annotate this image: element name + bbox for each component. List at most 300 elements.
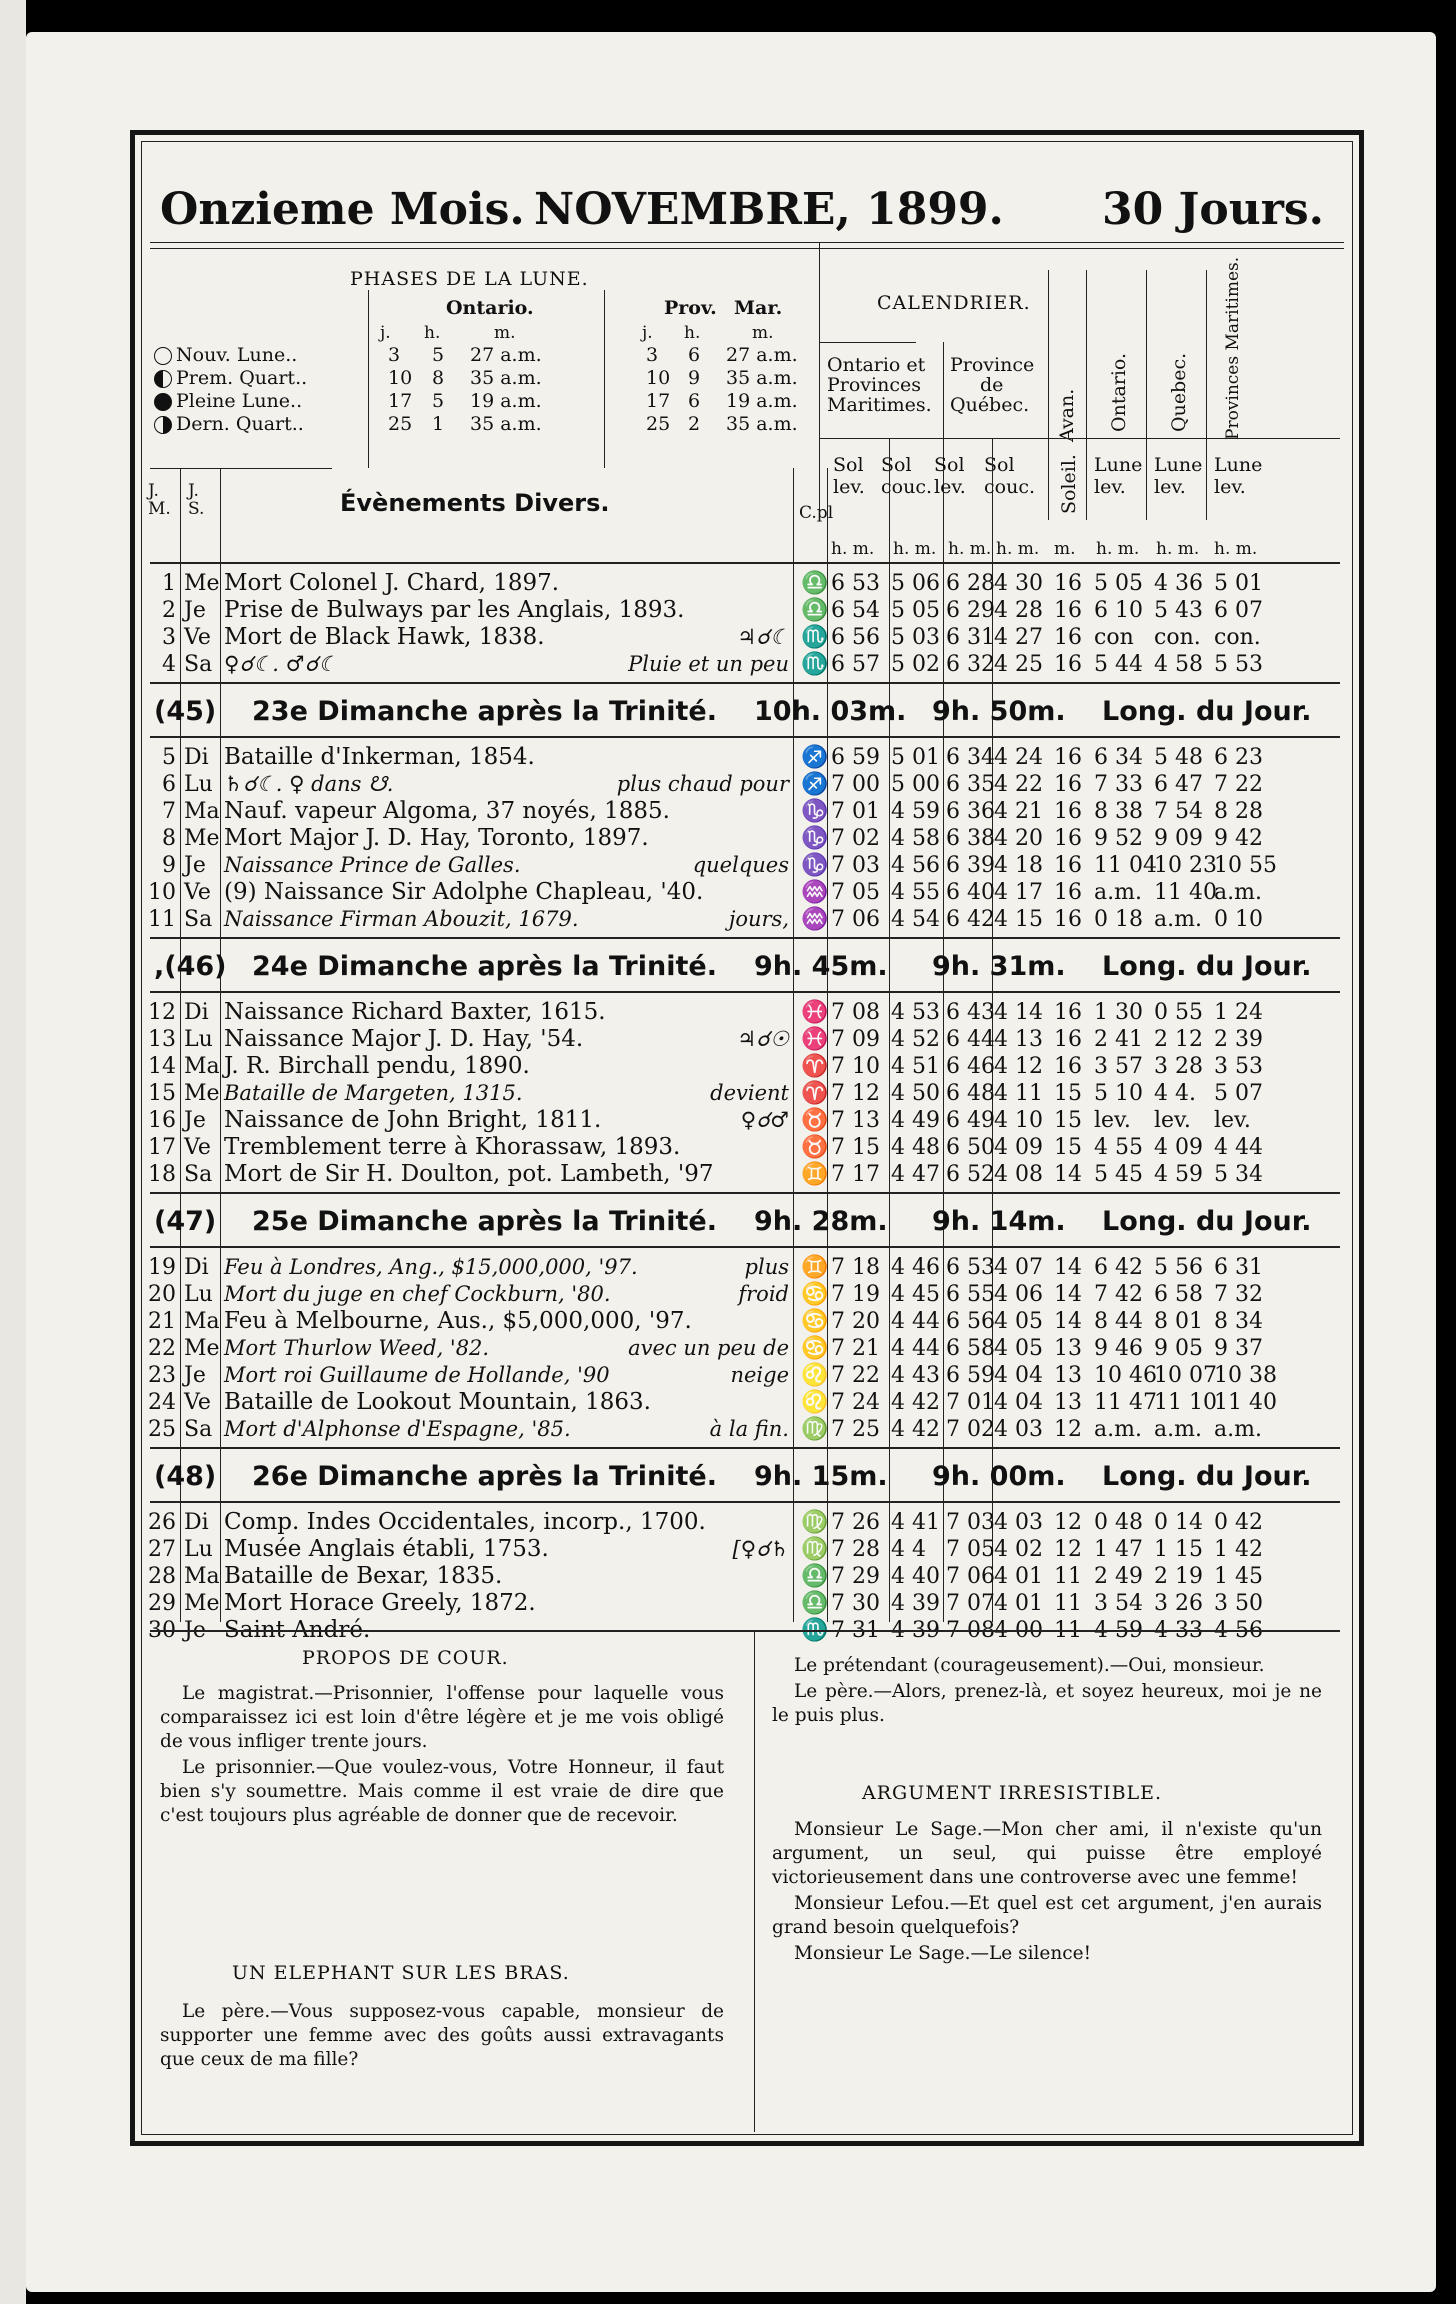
almanac-value: 7 13 bbox=[831, 1108, 880, 1133]
unit-label: h. m. bbox=[1096, 539, 1140, 559]
event-note: devient bbox=[710, 1081, 789, 1105]
unit-label: h. m. bbox=[948, 539, 992, 559]
column-rule bbox=[1146, 270, 1147, 520]
col-head-quebec-prov: Québec. bbox=[950, 394, 1030, 416]
almanac-value: 4 48 bbox=[891, 1135, 940, 1160]
almanac-value: 4 06 bbox=[994, 1282, 1043, 1307]
almanac-value: 6 56 bbox=[831, 625, 880, 650]
almanac-value: 16 bbox=[1054, 1027, 1082, 1052]
rule-line bbox=[150, 682, 1340, 684]
almanac-value: 5 02 bbox=[891, 652, 940, 677]
almanac-value: 12 bbox=[1054, 1537, 1082, 1562]
zodiac-sign: ♓ bbox=[801, 1000, 829, 1025]
almanac-value: a.m. bbox=[1214, 1417, 1262, 1442]
almanac-value: 9 05 bbox=[1154, 1336, 1203, 1361]
moon-col-head: lev. bbox=[1214, 476, 1246, 498]
phase-value: 8 bbox=[432, 367, 445, 389]
almanac-value: 5 10 bbox=[1094, 1081, 1143, 1106]
almanac-value: 4 18 bbox=[994, 853, 1043, 878]
story-body bbox=[160, 2000, 724, 2074]
rule-line bbox=[150, 1246, 1340, 1248]
event-text: Musée Anglais établi, 1753. bbox=[224, 1536, 549, 1562]
almanac-value: 7 30 bbox=[831, 1591, 880, 1616]
moon-col-head: lev. bbox=[1154, 476, 1186, 498]
almanac-value: a.m. bbox=[1154, 1417, 1202, 1442]
zodiac-sign: ♐ bbox=[801, 745, 829, 770]
almanac-value: 7 22 bbox=[1214, 772, 1263, 797]
almanac-value: 7 10 bbox=[831, 1054, 880, 1079]
almanac-value: 6 58 bbox=[1154, 1282, 1203, 1307]
col-head-provmar: Provinces Maritimes. bbox=[1223, 256, 1243, 440]
story-paragraph: Le prisonnier.—Que voulez-vous, Votre Honneur, il faut bien s'y soumettre. Mais comme il est vraie de dire que c'est toujours plus agréable de donner que de recevoir. bbox=[160, 1757, 724, 1826]
event-note: ♀☌♂ bbox=[740, 1108, 789, 1132]
col-head-ontario: Ontario. bbox=[1108, 352, 1130, 432]
almanac-value: 9 37 bbox=[1214, 1336, 1263, 1361]
almanac-value: 7 01 bbox=[831, 799, 880, 824]
unit-label: h. m. bbox=[996, 539, 1040, 559]
day-of-month: 9 bbox=[162, 853, 176, 878]
almanac-value: 6 34 bbox=[1094, 745, 1143, 770]
almanac-value: 4 22 bbox=[994, 772, 1043, 797]
almanac-value: 7 28 bbox=[831, 1537, 880, 1562]
day-of-month: 5 bbox=[162, 745, 176, 770]
rule-line bbox=[150, 468, 332, 469]
almanac-value: 1 42 bbox=[1214, 1537, 1263, 1562]
almanac-value: 7 54 bbox=[1154, 799, 1203, 824]
almanac-value: 6 55 bbox=[946, 1282, 995, 1307]
daylength-label: Long. du Jour. bbox=[1102, 1461, 1312, 1492]
weekday: Lu bbox=[184, 1537, 213, 1562]
event-text: Mort Colonel J. Chard, 1897. bbox=[224, 570, 560, 596]
unit-label: h. m. bbox=[893, 539, 937, 559]
almanac-value: a.m. bbox=[1214, 880, 1262, 905]
almanac-value: 6 52 bbox=[946, 1162, 995, 1187]
event-text: Mort Major J. D. Hay, Toronto, 1897. bbox=[224, 825, 649, 851]
almanac-value: 4 47 bbox=[891, 1162, 940, 1187]
almanac-value: lev. bbox=[1094, 1108, 1131, 1133]
moon-col-head: lev. bbox=[1094, 476, 1126, 498]
almanac-value: 6 53 bbox=[946, 1255, 995, 1280]
rule-line bbox=[150, 248, 1344, 249]
col-head-js: S. bbox=[188, 499, 205, 519]
almanac-value: 6 57 bbox=[831, 652, 880, 677]
phase-value: 9 bbox=[688, 367, 701, 389]
weekday: Ve bbox=[184, 625, 211, 650]
event-note: Pluie et un peu bbox=[628, 652, 789, 676]
almanac-value: 4 01 bbox=[994, 1591, 1043, 1616]
almanac-value: a.m. bbox=[1094, 880, 1142, 905]
weekday: Di bbox=[184, 1510, 209, 1535]
almanac-value: 6 50 bbox=[946, 1135, 995, 1160]
almanac-value: 7 24 bbox=[831, 1390, 880, 1415]
almanac-value: 6 07 bbox=[1214, 598, 1263, 623]
almanac-value: 7 12 bbox=[831, 1081, 880, 1106]
moon-phase-icon bbox=[154, 416, 172, 434]
zodiac-sign: ♐ bbox=[801, 772, 829, 797]
almanac-value: 4 24 bbox=[994, 745, 1043, 770]
almanac-value: 16 bbox=[1054, 652, 1082, 677]
unit-label: h. m. bbox=[1156, 539, 1200, 559]
day-of-month: 6 bbox=[162, 772, 176, 797]
daylength-ontario: 9h. 45m. bbox=[754, 951, 888, 982]
almanac-value: 7 01 bbox=[946, 1390, 995, 1415]
almanac-value: 6 36 bbox=[946, 799, 995, 824]
column-rule bbox=[889, 438, 890, 1622]
almanac-value: 7 06 bbox=[946, 1564, 995, 1589]
almanac-value: 9 52 bbox=[1094, 826, 1143, 851]
zodiac-sign: ♎ bbox=[801, 598, 829, 623]
day-of-month: 19 bbox=[148, 1255, 176, 1280]
almanac-value: 6 34 bbox=[946, 745, 995, 770]
zodiac-sign: ♎ bbox=[801, 571, 829, 596]
story-title: UN ELEPHANT SUR LES BRAS. bbox=[232, 1962, 570, 1984]
zodiac-sign: ♏ bbox=[801, 652, 829, 677]
ontario-label: Ontario. bbox=[446, 297, 534, 319]
almanac-value: 6 42 bbox=[1094, 1255, 1143, 1280]
event-text: Nauf. vapeur Algoma, 37 noyés, 1885. bbox=[224, 798, 670, 824]
almanac-value: 7 03 bbox=[946, 1510, 995, 1535]
almanac-value: 7 15 bbox=[831, 1135, 880, 1160]
day-of-month: 21 bbox=[148, 1309, 176, 1334]
event-text: Prise de Bulways par les Anglais, 1893. bbox=[224, 597, 685, 623]
sunday-number: ,(46) bbox=[154, 951, 227, 982]
page-frame bbox=[130, 130, 1364, 2146]
weekday: Ma bbox=[184, 1054, 220, 1079]
rule-line bbox=[150, 562, 1340, 564]
sunday-row bbox=[142, 1198, 1352, 1244]
phase-value: 27 a.m. bbox=[470, 344, 542, 366]
almanac-value: 6 56 bbox=[946, 1309, 995, 1334]
zodiac-sign: ♌ bbox=[801, 1363, 829, 1388]
weekday: Ve bbox=[184, 1390, 211, 1415]
day-of-month: 14 bbox=[148, 1054, 176, 1079]
almanac-value: 7 32 bbox=[1214, 1282, 1263, 1307]
weekday: Me bbox=[184, 571, 220, 596]
almanac-value: 4 40 bbox=[891, 1564, 940, 1589]
sun-col-head: lev. bbox=[934, 476, 966, 498]
almanac-value: 6 31 bbox=[1214, 1255, 1263, 1280]
event-text: Mort de Sir H. Doulton, pot. Lambeth, '97 bbox=[224, 1161, 714, 1187]
sunday-title: 25e Dimanche après la Trinité. bbox=[252, 1206, 717, 1237]
column-rule bbox=[1206, 270, 1207, 520]
almanac-value: con bbox=[1094, 625, 1134, 650]
almanac-value: 7 42 bbox=[1094, 1282, 1143, 1307]
column-rule bbox=[1048, 270, 1049, 520]
weekday: Je bbox=[184, 1108, 206, 1133]
almanac-value: 12 bbox=[1054, 1417, 1082, 1442]
weekday: Ve bbox=[184, 880, 211, 905]
rule-line bbox=[150, 242, 1344, 243]
almanac-value: 4 28 bbox=[994, 598, 1043, 623]
almanac-value: 11 bbox=[1054, 1618, 1082, 1643]
almanac-value: 6 44 bbox=[946, 1027, 995, 1052]
almanac-value: 4 55 bbox=[891, 880, 940, 905]
event-text: Mort Thurlow Weed, '82. bbox=[224, 1336, 490, 1360]
event-text: Naissance Firman Abouzit, 1679. bbox=[224, 907, 579, 931]
almanac-value: 0 42 bbox=[1214, 1510, 1263, 1535]
almanac-value: 16 bbox=[1054, 772, 1082, 797]
event-text: Mort d'Alphonse d'Espagne, '85. bbox=[224, 1417, 571, 1441]
rule-line bbox=[150, 1501, 1340, 1503]
almanac-value: 4 45 bbox=[891, 1282, 940, 1307]
day-of-month: 25 bbox=[148, 1417, 176, 1442]
column-rule bbox=[1086, 270, 1087, 520]
zodiac-sign: ♍ bbox=[801, 1510, 829, 1535]
day-of-month: 12 bbox=[148, 1000, 176, 1025]
almanac-value: 11 bbox=[1054, 1591, 1082, 1616]
col-head-ontario-prov: Ontario et bbox=[827, 354, 926, 376]
almanac-value: 8 28 bbox=[1214, 799, 1263, 824]
column-rule bbox=[604, 290, 605, 468]
daylength-label: Long. du Jour. bbox=[1102, 696, 1312, 727]
almanac-value: 5 05 bbox=[891, 598, 940, 623]
almanac-value: 0 10 bbox=[1214, 907, 1263, 932]
almanac-value: 4 04 bbox=[994, 1390, 1043, 1415]
almanac-value: 4 08 bbox=[994, 1162, 1043, 1187]
zodiac-sign: ♑ bbox=[801, 799, 829, 824]
almanac-value: 9 09 bbox=[1154, 826, 1203, 851]
sunday-row bbox=[142, 943, 1352, 989]
weekday: Me bbox=[184, 1336, 220, 1361]
almanac-value: 4 03 bbox=[994, 1417, 1043, 1442]
almanac-value: 1 47 bbox=[1094, 1537, 1143, 1562]
almanac-value: 11 bbox=[1054, 1564, 1082, 1589]
almanac-value: 4 25 bbox=[994, 652, 1043, 677]
weekday: Je bbox=[184, 1363, 206, 1388]
almanac-value: 11 40 bbox=[1214, 1390, 1277, 1415]
almanac-value: 6 47 bbox=[1154, 772, 1203, 797]
inner-frame bbox=[141, 141, 1353, 2135]
page-header bbox=[142, 184, 1352, 254]
almanac-value: 3 57 bbox=[1094, 1054, 1143, 1079]
almanac-value: 15 bbox=[1054, 1135, 1082, 1160]
col-head-avan: Avan. bbox=[1056, 388, 1078, 442]
day-of-month: 20 bbox=[148, 1282, 176, 1307]
event-note: avec un peu de bbox=[628, 1336, 789, 1360]
zodiac-sign: ♊ bbox=[801, 1255, 829, 1280]
weekday: Je bbox=[184, 1618, 206, 1643]
almanac-value: 5 06 bbox=[891, 571, 940, 596]
event-text: Naissance Richard Baxter, 1615. bbox=[224, 999, 606, 1025]
event-text: (9) Naissance Sir Adolphe Chapleau, '40. bbox=[224, 879, 704, 905]
almanac-value: 13 bbox=[1054, 1336, 1082, 1361]
event-note: froid bbox=[738, 1282, 789, 1306]
col-head-quebec-prov: Province bbox=[950, 354, 1035, 376]
weekday: Lu bbox=[184, 772, 213, 797]
event-text: Naissance de John Bright, 1811. bbox=[224, 1107, 602, 1133]
almanac-value: 6 43 bbox=[946, 1000, 995, 1025]
almanac-value: 4 42 bbox=[891, 1417, 940, 1442]
moon-col-head: Lune bbox=[1154, 454, 1203, 476]
almanac-value: 7 05 bbox=[946, 1537, 995, 1562]
rule-line bbox=[150, 1447, 1340, 1449]
zodiac-sign: ♊ bbox=[801, 1162, 829, 1187]
sunday-number: (48) bbox=[154, 1461, 217, 1492]
phase-value: 6 bbox=[688, 390, 701, 412]
almanac-value: 14 bbox=[1054, 1162, 1082, 1187]
weekday: Sa bbox=[184, 1417, 213, 1442]
weekday: Me bbox=[184, 826, 220, 851]
rule-line bbox=[150, 937, 1340, 939]
almanac-value: 4 43 bbox=[891, 1363, 940, 1388]
phase-value: 25 bbox=[388, 413, 413, 435]
weekday: Di bbox=[184, 1255, 209, 1280]
almanac-value: 10 23 bbox=[1154, 853, 1217, 878]
day-of-month: 3 bbox=[162, 625, 176, 650]
event-note: à la fin. bbox=[709, 1417, 789, 1441]
phase-value: 35 a.m. bbox=[470, 413, 542, 435]
weekday: Sa bbox=[184, 1162, 213, 1187]
event-text: Bataille de Lookout Mountain, 1863. bbox=[224, 1389, 651, 1415]
almanac-value: 7 33 bbox=[1094, 772, 1143, 797]
sunday-number: (45) bbox=[154, 696, 217, 727]
days-count: 30 Jours. bbox=[1102, 184, 1324, 235]
almanac-value: 6 29 bbox=[946, 598, 995, 623]
almanac-value: 8 34 bbox=[1214, 1309, 1263, 1334]
almanac-value: 4 44 bbox=[891, 1309, 940, 1334]
almanac-value: 4 59 bbox=[1094, 1618, 1143, 1643]
almanac-value: 4 58 bbox=[891, 826, 940, 851]
day-of-month: 15 bbox=[148, 1081, 176, 1106]
almanac-value: 7 09 bbox=[831, 1027, 880, 1052]
month-ordinal: Onzieme Mois. bbox=[160, 184, 525, 235]
event-text: Mort de Black Hawk, 1838. bbox=[224, 624, 545, 650]
daylength-label: Long. du Jour. bbox=[1102, 1206, 1312, 1237]
day-of-month: 13 bbox=[148, 1027, 176, 1052]
almanac-value: 13 bbox=[1054, 1390, 1082, 1415]
almanac-value: 9 46 bbox=[1094, 1336, 1143, 1361]
event-note: quelques bbox=[692, 853, 789, 877]
day-of-month: 17 bbox=[148, 1135, 176, 1160]
almanac-value: 7 20 bbox=[831, 1309, 880, 1334]
zodiac-sign: ♏ bbox=[801, 625, 829, 650]
col-head-js: J. bbox=[188, 481, 199, 501]
phase-label: Prem. Quart.. bbox=[176, 367, 308, 389]
col-head-quebec: Quebec. bbox=[1168, 352, 1190, 432]
zodiac-sign: ♒ bbox=[801, 907, 829, 932]
phase-value: 17 bbox=[646, 390, 671, 412]
sun-col-head: Sol bbox=[934, 454, 965, 476]
day-of-month: 26 bbox=[148, 1510, 176, 1535]
mar-label: Mar. bbox=[734, 297, 783, 319]
event-text: Bataille de Bexar, 1835. bbox=[224, 1563, 503, 1589]
event-note: jours, bbox=[728, 907, 789, 931]
story-body bbox=[772, 1654, 1322, 1730]
sun-col-head: couc. bbox=[881, 476, 932, 498]
unit-label: m. bbox=[1054, 539, 1076, 559]
phase-value: 3 bbox=[646, 344, 659, 366]
day-of-month: 27 bbox=[148, 1537, 176, 1562]
almanac-value: 5 07 bbox=[1214, 1081, 1263, 1106]
almanac-value: 4 42 bbox=[891, 1390, 940, 1415]
almanac-value: 6 54 bbox=[831, 598, 880, 623]
zodiac-sign: ♎ bbox=[801, 1564, 829, 1589]
phase-value: 5 bbox=[432, 390, 445, 412]
almanac-value: 4 17 bbox=[994, 880, 1043, 905]
event-text: Naissance Prince de Galles. bbox=[224, 853, 521, 877]
weekday: Ma bbox=[184, 1564, 220, 1589]
weekday: Me bbox=[184, 1591, 220, 1616]
col-head-ontario-prov: Maritimes. bbox=[827, 394, 932, 416]
zodiac-sign: ♈ bbox=[801, 1081, 829, 1106]
almanac-value: 5 56 bbox=[1154, 1255, 1203, 1280]
almanac-value: 4 00 bbox=[994, 1618, 1043, 1643]
weekday: Me bbox=[184, 1081, 220, 1106]
almanac-value: 4 39 bbox=[891, 1618, 940, 1643]
phase-value: 35 a.m. bbox=[726, 367, 798, 389]
prov-label: Prov. bbox=[664, 297, 717, 319]
rule-line bbox=[150, 991, 1340, 993]
unit-label: h. m. bbox=[1214, 539, 1258, 559]
almanac-value: 1 45 bbox=[1214, 1564, 1263, 1589]
day-of-month: 2 bbox=[162, 598, 176, 623]
almanac-value: 11 47 bbox=[1094, 1390, 1157, 1415]
zodiac-sign: ♋ bbox=[801, 1282, 829, 1307]
almanac-value: a.m. bbox=[1094, 1417, 1142, 1442]
almanac-value: 5 01 bbox=[1214, 571, 1263, 596]
almanac-value: 5 45 bbox=[1094, 1162, 1143, 1187]
zodiac-sign: ♈ bbox=[801, 1054, 829, 1079]
phase-col-head: j. bbox=[380, 323, 391, 343]
col-head-jm: J. bbox=[148, 481, 159, 501]
almanac-value: 4 20 bbox=[994, 826, 1043, 851]
phase-col-head: h. bbox=[424, 323, 441, 343]
moon-phase-icon bbox=[154, 347, 172, 365]
almanac-value: 2 39 bbox=[1214, 1027, 1263, 1052]
almanac-value: 16 bbox=[1054, 571, 1082, 596]
almanac-value: 4 12 bbox=[994, 1054, 1043, 1079]
day-of-month: 23 bbox=[148, 1363, 176, 1388]
almanac-value: 1 30 bbox=[1094, 1000, 1143, 1025]
event-text: Feu à Melbourne, Aus., $5,000,000, '97. bbox=[224, 1308, 692, 1334]
almanac-value: 11 10 bbox=[1154, 1390, 1217, 1415]
phase-col-head: j. bbox=[642, 323, 653, 343]
month-title: NOVEMBRE, 1899. bbox=[534, 184, 1004, 235]
phase-value: 10 bbox=[388, 367, 413, 389]
almanac-value: 5 00 bbox=[891, 772, 940, 797]
phase-value: 2 bbox=[688, 413, 701, 435]
almanac-value: 2 41 bbox=[1094, 1027, 1143, 1052]
event-text: Feu à Londres, Ang., $15,000,000, '97. bbox=[224, 1255, 638, 1279]
almanac-value: 4 21 bbox=[994, 799, 1043, 824]
almanac-value: 8 38 bbox=[1094, 799, 1143, 824]
weekday: Ma bbox=[184, 799, 220, 824]
event-text: Mort du juge en chef Cockburn, '80. bbox=[224, 1282, 611, 1306]
col-head-events: Évènements Divers. bbox=[340, 489, 610, 517]
phase-value: 5 bbox=[432, 344, 445, 366]
almanac-value: 4 59 bbox=[891, 799, 940, 824]
almanac-value: 0 14 bbox=[1154, 1510, 1203, 1535]
weekday: Je bbox=[184, 598, 206, 623]
day-of-month: 29 bbox=[148, 1591, 176, 1616]
almanac-value: 7 18 bbox=[831, 1255, 880, 1280]
story-body bbox=[160, 1682, 724, 1830]
zodiac-sign: ♋ bbox=[801, 1336, 829, 1361]
sun-col-head: Sol bbox=[881, 454, 912, 476]
almanac-value: 7 08 bbox=[946, 1618, 995, 1643]
almanac-value: 4 33 bbox=[1154, 1618, 1203, 1643]
almanac-value: 5 43 bbox=[1154, 598, 1203, 623]
event-text: ♀☌☾. ♂☌☾ bbox=[224, 652, 338, 676]
zodiac-sign: ♉ bbox=[801, 1108, 829, 1133]
sunday-row bbox=[142, 688, 1352, 734]
day-of-month: 10 bbox=[148, 880, 176, 905]
phase-label: Nouv. Lune.. bbox=[176, 344, 298, 366]
phase-value: 1 bbox=[432, 413, 445, 435]
almanac-value: 4 27 bbox=[994, 625, 1043, 650]
unit-label: h. m. bbox=[831, 539, 875, 559]
almanac-value: 4 02 bbox=[994, 1537, 1043, 1562]
